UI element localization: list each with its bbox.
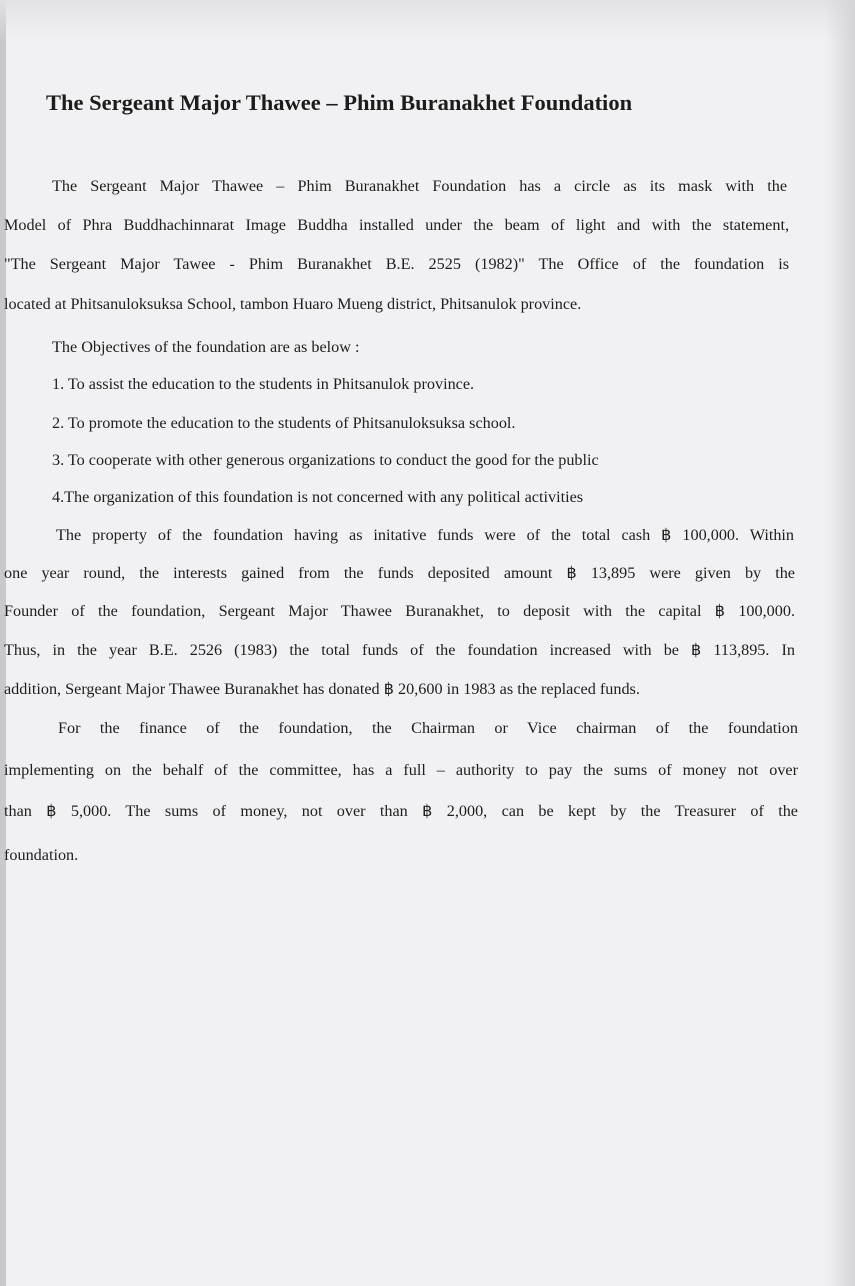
paragraph-2-line-3: Founder of the foundation, Sergeant Major Thawee Buranakhet, to deposit with the capital ฿ 100,000. (4, 602, 795, 620)
paragraph-2-line-1: The property of the foundation having as initative funds were of the total cash ฿ 100,000. Within (56, 526, 794, 544)
objective-item-4: 4.The organization of this foundation is not concerned with any political activities (52, 488, 584, 506)
paragraph-1-line-4: located at Phitsanuloksuksa School, tambon Huaro Mueng district, Phitsanulok province. (4, 295, 582, 313)
paragraph-2-line-5: addition, Sergeant Major Thawee Buranakhet has donated ฿ 20,600 in 1983 as the replaced funds. (4, 680, 640, 698)
objective-item-2: 2. To promote the education to the students of Phitsanuloksuksa school. (52, 414, 516, 432)
paragraph-3-line-4: foundation. (4, 846, 79, 864)
page-top-shadow (0, 0, 855, 40)
paragraph-3-line-2: implementing on the behalf of the committee, has a full – authority to pay the sums of money not over (4, 761, 798, 779)
paragraph-3-line-3: than ฿ 5,000. The sums of money, not over than ฿ 2,000, can be kept by the Treasurer of the (4, 802, 798, 820)
paragraph-3-line-1: For the finance of the foundation, the Chairman or Vice chairman of the foundation (58, 719, 798, 737)
objective-item-1: 1. To assist the education to the students in Phitsanulok province. (52, 375, 475, 393)
objective-item-3: 3. To cooperate with other generous organizations to conduct the good for the public (52, 451, 599, 469)
paragraph-2-line-4: Thus, in the year B.E. 2526 (1983) the total funds of the foundation increased with be ฿ 113,895. In (4, 641, 795, 659)
paragraph-1-line-3: "The Sergeant Major Tawee - Phim Buranakhet B.E. 2525 (1982)" The Office of the foundation is (4, 255, 789, 273)
paragraph-1-line-1: The Sergeant Major Thawee – Phim Buranakhet Foundation has a circle as its mask with the (52, 177, 787, 195)
objectives-intro: The Objectives of the foundation are as below : (52, 338, 360, 356)
paragraph-2-line-2: one year round, the interests gained from the funds deposited amount ฿ 13,895 were given by the (4, 564, 795, 582)
document-title: The Sergeant Major Thawee – Phim Buranakhet Foundation (46, 90, 633, 115)
page-right-shadow (825, 0, 855, 1286)
paragraph-1-line-2: Model of Phra Buddhachinnarat Image Buddha installed under the beam of light and with the statement, (4, 216, 789, 234)
